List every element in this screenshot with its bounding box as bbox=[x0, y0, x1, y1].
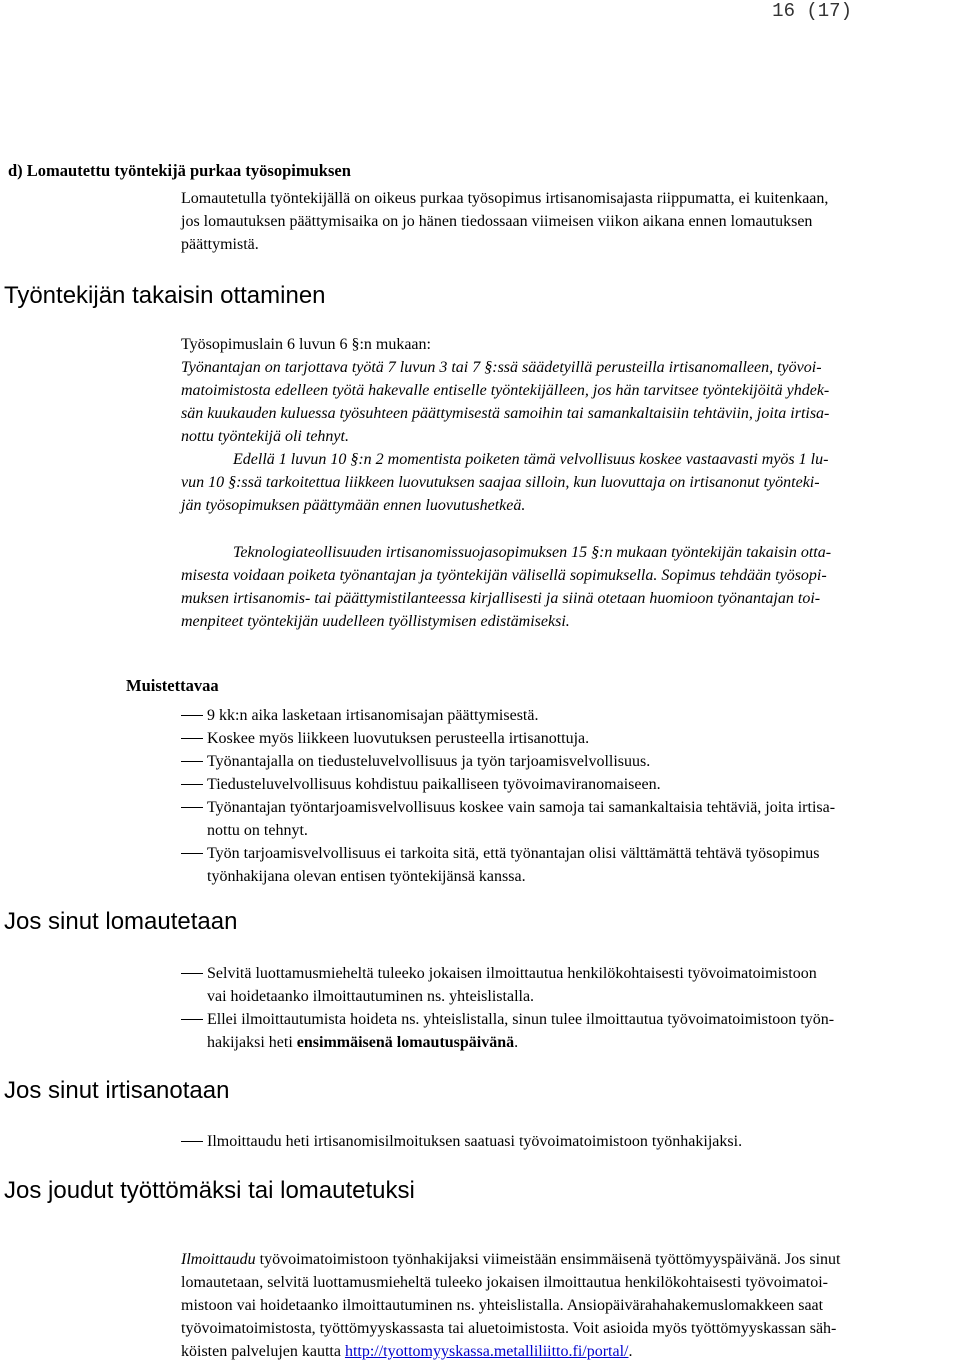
text-line: vun 10 §:ssä tarkoitettua liikkeen luovutuksen saajaa silloin, kun luovuttaja on irtisanonut työnteki- bbox=[181, 474, 820, 491]
tes-paragraph bbox=[181, 541, 831, 633]
text-line: mistoon vai hoidetaanko ilmoittautuminen ns. yhteislistalla. Ansiopäivärahahakemuslomakkeen saat bbox=[181, 1297, 824, 1314]
tyottomaksi-heading: Jos joudut työttömäksi tai lomautetuksi bbox=[4, 1177, 415, 1204]
list-item: Työnantajalla on tiedusteluvelvollisuus ja työn tarjoamisvelvollisuus. bbox=[207, 753, 651, 770]
text-line: työvoimatoimistosta, työttömyyskassasta tai aluetoimistosta. Voit asioida myös työttömyyskassan säh- bbox=[181, 1320, 837, 1337]
text-line: matoimistosta edelleen työtä hakevalle entiselle työntekijälleen, jos hän tarvitsee työntekijöitä yhdek- bbox=[181, 382, 830, 399]
emphasis-text: ensimmäisenä lomautuspäivänä bbox=[296, 1034, 515, 1051]
muistettavaa-heading: Muistettavaa bbox=[126, 676, 219, 695]
text-line: menpiteet työntekijän uudelleen työllistymisen edistämiseksi. bbox=[181, 613, 570, 630]
law-intro: Työsopimuslain 6 luvun 6 §:n mukaan: bbox=[181, 336, 431, 353]
text-line: Lomautetulla työntekijällä on oikeus purkaa työsopimus irtisanomisajasta riippumatta, ei kuitenkaan, bbox=[181, 190, 829, 207]
text-line: Teknologiateollisuuden irtisanomissuojasopimuksen 15 §:n mukaan työntekijän takaisin otta- bbox=[233, 544, 832, 561]
text-line: Työnantajan on tarjottava työtä 7 luvun 3 tai 7 §:ssä säädetyillä perusteilla irtisanomalleen, työvoi- bbox=[181, 359, 822, 376]
text-line: Edellä 1 luvun 10 §:n 2 momentista poiketen tämä velvollisuus koskee vastaavasti myös 1 lu- bbox=[233, 451, 829, 468]
list-item: Tiedusteluvelvollisuus kohdistuu paikalliseen työvoimaviranomaiseen. bbox=[207, 776, 661, 793]
muistettavaa-list bbox=[181, 704, 835, 888]
emphasis-text: Ilmoittaudu bbox=[181, 1251, 256, 1268]
list-item: Työn tarjoamisvelvollisuus ei tarkoita sitä, että työnantajan olisi välttämättä tehtävä työsopimus työnhakijana olevan entisen työntekijänsä kanssa. bbox=[207, 845, 820, 885]
text-line: päättymistä. bbox=[181, 236, 259, 253]
text-line: jos lomautuksen päättymisaika on jo hänen tiedossaan viimeisen viikon aikana ennen lomautuksen bbox=[181, 213, 813, 230]
text-line: muksen irtisanomis- tai päättymistilanteessa kirjallisesti ja siinä otetaan huomioon työnantajan toi- bbox=[181, 590, 821, 607]
text-line: lomautetaan, selvitä luottamusmieheltä tuleeko jokaisen ilmoittautua henkilökohtaisesti työvoimatoi- bbox=[181, 1274, 828, 1291]
text-line: misesta voidaan poiketa työnantajan ja työntekijän välisellä sopimuksella. Sopimus tehdään työsopi- bbox=[181, 567, 827, 584]
portal-link[interactable]: http://tyottomyyskassa.metalliliitto.fi/portal/ bbox=[344, 1343, 629, 1360]
text-line: jän työsopimuksen päättymään ennen luovutushetkeä. bbox=[181, 497, 526, 514]
list-item: Työnantajan työntarjoamisvelvollisuus koskee vain samoja tai samankaltaisia tehtäviä, joita irtisa- nottu on tehnyt. bbox=[207, 799, 836, 839]
takaisin-heading: Työntekijän takaisin ottaminen bbox=[4, 282, 326, 309]
text-line: sän kuukauden kuluessa työsuhteen päättymisestä samoihin tai samankaltaisiin tehtäviin, joita irtisa- bbox=[181, 405, 830, 422]
irtisanotaan-list bbox=[181, 1130, 742, 1153]
tyottomaksi-paragraph: Ilmoittaudu työvoimatoimistoon työnhakijaksi viimeistään ensimmäisenä työttömyyspäivänä. Jos sinut lomautetaan, selvitä luottamusmieheltä tuleeko jokaisen ilmoittautua henkilökohtaisesti työvoimatoi- mistoon vai hoidetaanko ilmoittautuminen ns. yhteislistalla. Ansiopäivärahahakemuslomakkeen saat työvoimatoimistosta, työttömyyskassasta tai aluetoimistosta. Voit asioida myös työttömyyskassan säh- köisten palvelujen kautta http://tyottomyyskassa.metalliliitto.fi/portal/. bbox=[181, 1251, 841, 1360]
lomautetaan-list bbox=[181, 962, 834, 1054]
irtisanotaan-heading: Jos sinut irtisanotaan bbox=[4, 1077, 230, 1104]
text-line: nottu työntekijä oli tehnyt. bbox=[181, 428, 349, 445]
list-item: Selvitä luottamusmieheltä tuleeko jokaisen ilmoittautua henkilökohtaisesti työvoimatoimistoon vai hoidetaanko ilmoittautuminen ns. yhteislistalla. bbox=[207, 965, 817, 1005]
list-item: Ilmoittaudu heti irtisanomisilmoituksen saatuasi työvoimatoimistoon työnhakijaksi. bbox=[207, 1133, 743, 1150]
list-item: Ellei ilmoittautumista hoideta ns. yhteislistalla, sinun tulee ilmoittautua työvoimatoimistoon työn- hakijaksi heti ensimmäisenä lomautuspäivänä. bbox=[207, 1011, 835, 1051]
page-number: 16 (17) bbox=[772, 0, 852, 22]
section-d-heading: d) Lomautettu työntekijä purkaa työsopimuksen bbox=[8, 161, 351, 180]
list-item: Koskee myös liikkeen luovutuksen perusteella irtisanottuja. bbox=[207, 730, 590, 747]
list-item: 9 kk:n aika lasketaan irtisanomisajan päättymisestä. bbox=[207, 707, 539, 724]
law-quote bbox=[181, 333, 829, 517]
lomautetaan-heading: Jos sinut lomautetaan bbox=[4, 908, 238, 935]
section-d-paragraph bbox=[181, 187, 828, 256]
